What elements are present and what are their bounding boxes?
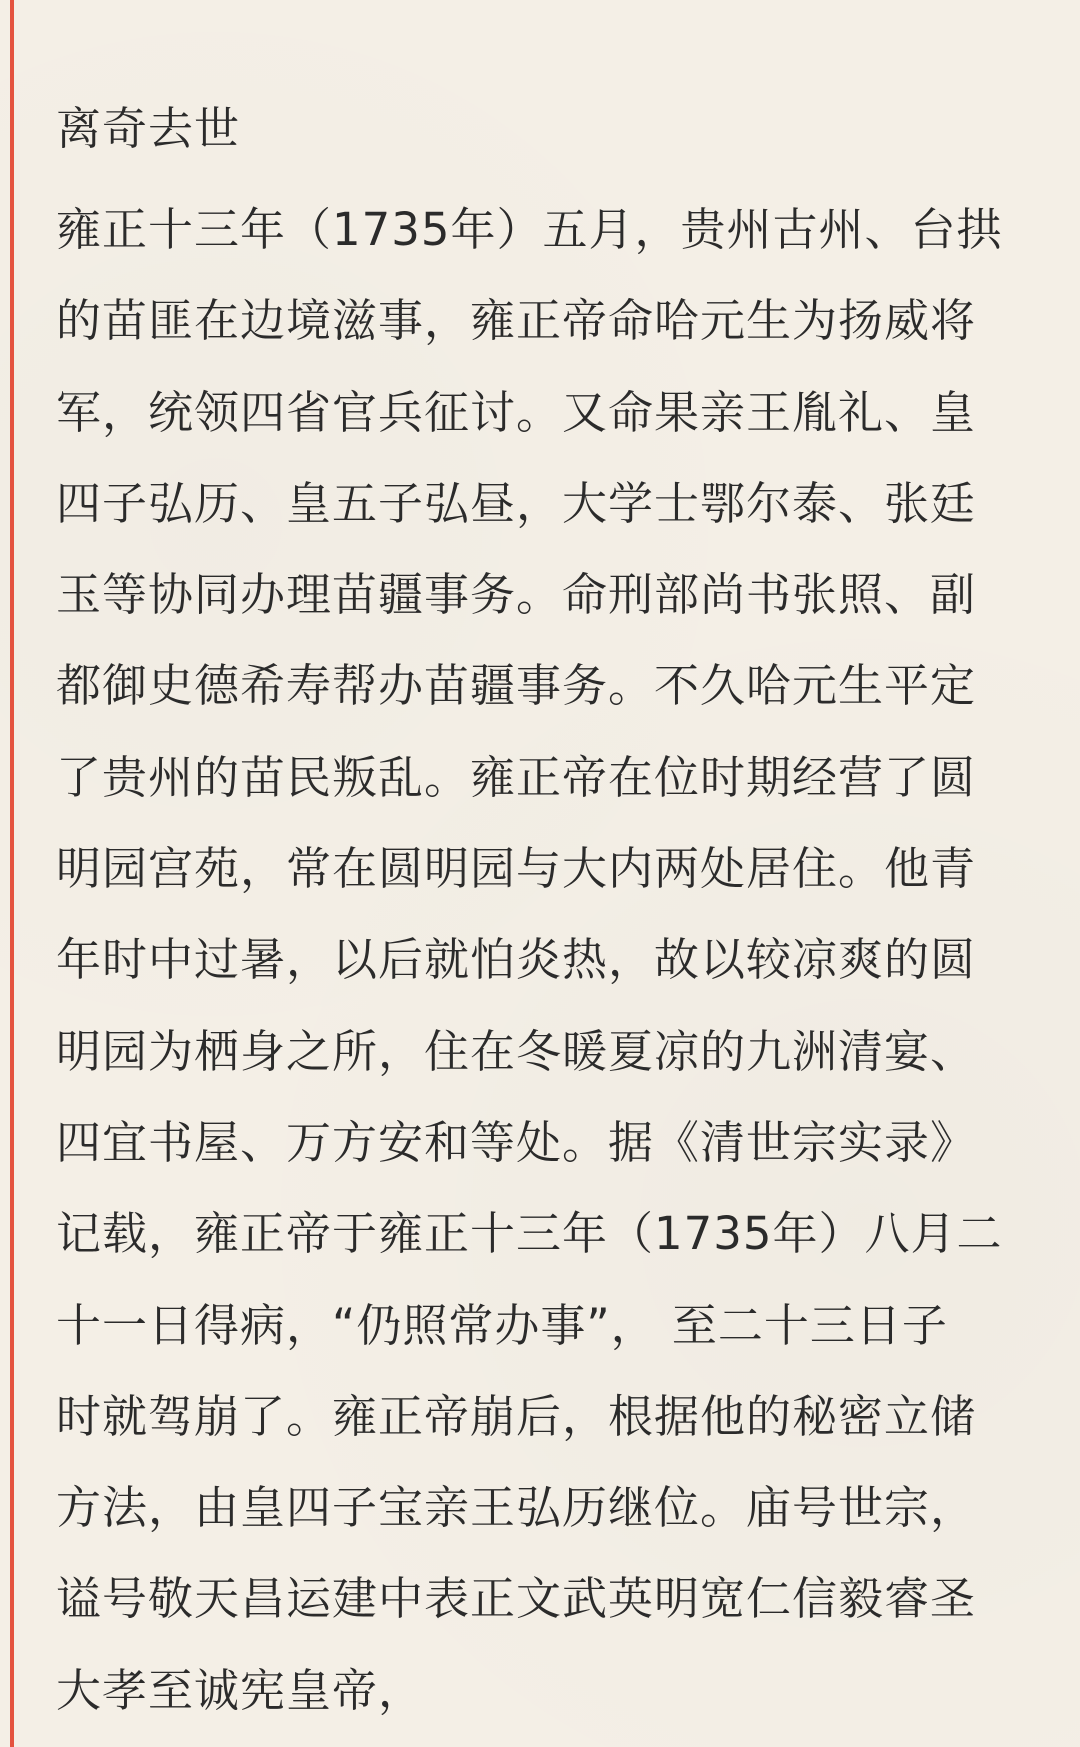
article-body: [56, 184, 1056, 1736]
body-line: 四宜书屋、万方安和等处。据《清世宗实录》: [56, 1115, 977, 1169]
left-accent-rule: [10, 0, 14, 1747]
body-line: 都御史德希寿帮办苗疆事务。不久哈元生平定: [56, 659, 977, 713]
body-line: 谥号敬天昌运建中表正文武英明宽仁信毅睿圣: [56, 1572, 977, 1626]
body-line: 明园宫苑，常在圆明园与大内两处居住。他青: [56, 842, 977, 896]
section-heading: 离奇去世: [56, 102, 241, 155]
body-line: 军，统领四省官兵征讨。又命果亲王胤礼、皇: [56, 385, 977, 439]
body-line: 年时中过暑，以后就怕炎热，故以较凉爽的圆: [56, 933, 977, 987]
body-line: 四子弘历、皇五子弘昼，大学士鄂尔泰、张廷: [56, 476, 977, 530]
body-line: 十一日得病，“仍照常办事”， 至二十三日子: [56, 1298, 948, 1352]
body-line: 时就驾崩了。雍正帝崩后，根据他的秘密立储: [56, 1389, 977, 1443]
body-line: 记载，雍正帝于雍正十三年（1735年）八月二: [56, 1207, 1003, 1261]
body-line: 明园为栖身之所，住在冬暖夏凉的九洲清宴、: [56, 1024, 977, 1078]
body-line: 大孝至诚宪皇帝，: [56, 1663, 425, 1717]
body-line: 玉等协同办理苗疆事务。命刑部尚书张照、副: [56, 568, 977, 622]
body-line: 雍正十三年（1735年）五月，贵州古州、台拱: [56, 203, 1003, 256]
body-line: 了贵州的苗民叛乱。雍正帝在位时期经营了圆: [56, 750, 977, 804]
body-line: 的苗匪在边境滋事，雍正帝命哈元生为扬威将: [56, 294, 977, 348]
body-line: 方法，由皇四子宝亲王弘历继位。庙号世宗，: [56, 1481, 977, 1535]
article-content: [56, 92, 1056, 1736]
